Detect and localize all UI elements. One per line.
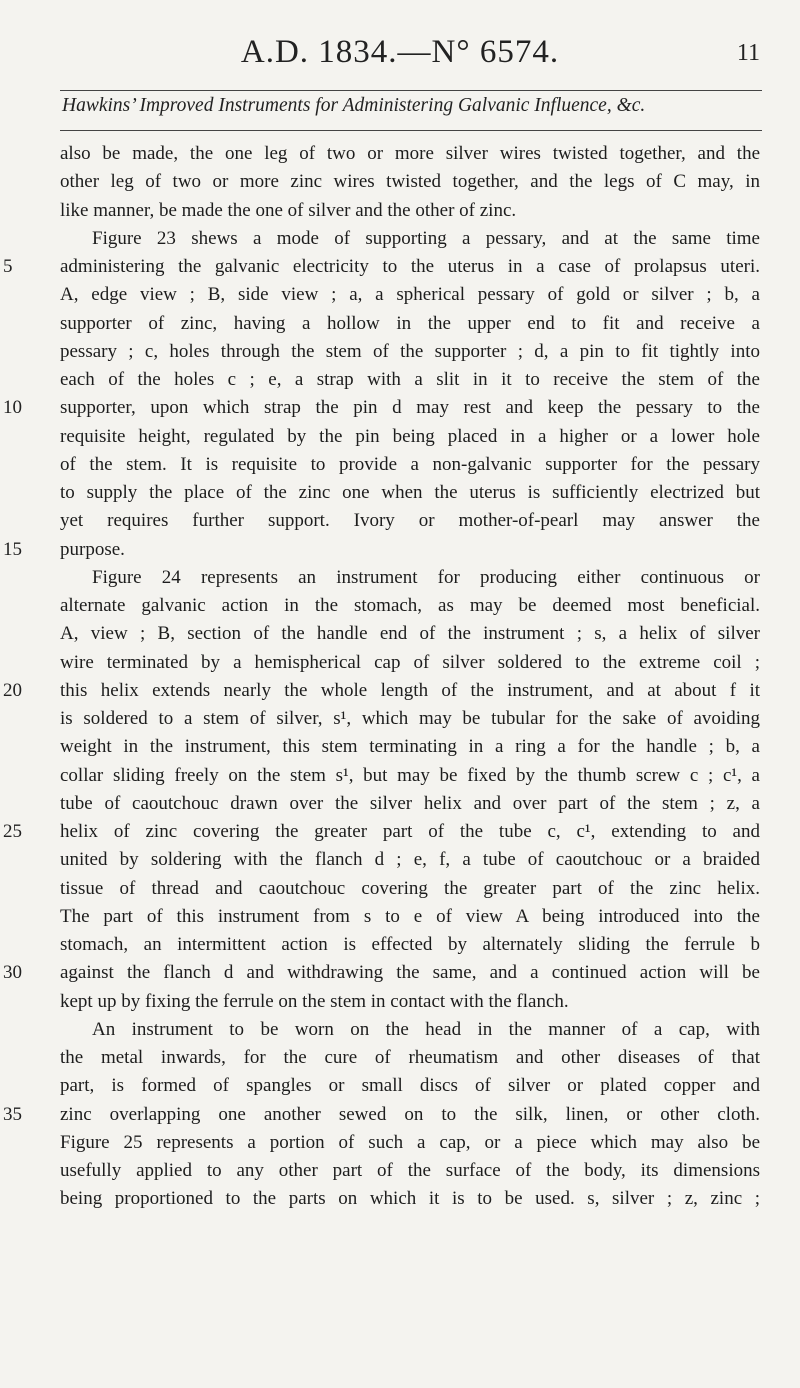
text-line: against the flanch d and withdrawing the same, and a continued action will be bbox=[60, 962, 760, 984]
text-line: Figure 25 represents a portion of such a cap, or a piece which may also be bbox=[60, 1131, 760, 1153]
text-line: united by soldering with the flanch d ; e, f, a tube of caoutchouc or a braided bbox=[60, 849, 760, 871]
text-line-numbered bbox=[3, 677, 760, 705]
text-line: like manner, be made the one of silver and the other of zinc. bbox=[60, 199, 517, 221]
line-number: 20 bbox=[3, 679, 22, 701]
text-line: usefully applied to any other part of the surface of the body, its dimensions bbox=[60, 1160, 760, 1181]
text-line-numbered bbox=[3, 1101, 760, 1129]
text-line: tissue of thread and caoutchouc covering the greater part of the zinc helix. bbox=[60, 877, 760, 899]
text-line: wire terminated by a hemispherical cap of silver soldered to the extreme coil ; bbox=[60, 651, 760, 673]
text-line: helix of zinc covering the greater part of the tube c, c¹, extending to and bbox=[60, 821, 760, 842]
text-line: The part of this instrument from s to e of view A being introduced into the bbox=[60, 905, 760, 927]
text-line: alternate galvanic action in the stomach, as may be deemed most beneficial. bbox=[60, 595, 760, 616]
page-header-title: A.D. 1834.—N° 6574. bbox=[240, 34, 560, 70]
text-line: other leg of two or more zinc wires twisted together, and the legs of C may, in bbox=[60, 171, 760, 193]
text-line: administering the galvanic electricity to the uterus in a case of prolapsus uteri. bbox=[60, 256, 760, 277]
text-line: Figure 23 shews a mode of supporting a pessary, and at the same time bbox=[92, 227, 760, 249]
text-line: pessary ; c, holes through the stem of the supporter ; d, a pin to fit tightly into bbox=[60, 340, 760, 362]
text-line: supporter, upon which strap the pin d may rest and keep the pessary to the bbox=[60, 397, 760, 419]
text-line: An instrument to be worn on the head in the manner of a cap, with bbox=[92, 1018, 760, 1040]
text-line: part, is formed of spangles or small discs of silver or plated copper and bbox=[60, 1075, 760, 1097]
text-line-numbered bbox=[3, 959, 760, 987]
body-text bbox=[3, 140, 760, 1214]
text-line: the metal inwards, for the cure of rheumatism and other diseases of that bbox=[60, 1047, 760, 1068]
text-line-numbered bbox=[3, 536, 760, 564]
text-line: is soldered to a stem of silver, s¹, which may be tubular for the sake of avoiding bbox=[60, 708, 760, 729]
text-line: yet requires further support. Ivory or mother-of-pearl may answer the bbox=[60, 510, 760, 532]
text-line: tube of caoutchouc drawn over the silver helix and over part of the stem ; z, a bbox=[60, 792, 760, 814]
text-line: kept up by fixing the ferrule on the stem in contact with the flanch. bbox=[60, 990, 569, 1012]
text-line: requisite height, regulated by the pin being placed in a higher or a lower hole bbox=[60, 425, 760, 447]
text-line: being proportioned to the parts on which it is to be used. s, silver ; z, zinc ; bbox=[60, 1188, 760, 1210]
text-line-numbered bbox=[3, 818, 760, 846]
text-line: stomach, an intermittent action is effected by alternately sliding the ferrule b bbox=[60, 934, 760, 955]
text-line: supporter of zinc, having a hollow in the upper end to fit and receive a bbox=[60, 312, 760, 334]
line-number: 15 bbox=[3, 538, 22, 560]
text-line: also be made, the one leg of two or more silver wires twisted together, and the bbox=[60, 143, 760, 164]
header-rule-top bbox=[60, 90, 762, 91]
text-line: collar sliding freely on the stem s¹, but may be fixed by the thumb screw c ; c¹, a bbox=[60, 764, 760, 786]
line-number: 25 bbox=[3, 821, 22, 842]
line-number: 30 bbox=[3, 962, 22, 984]
text-line: to supply the place of the zinc one when the uterus is sufficiently electrized but bbox=[60, 482, 760, 503]
text-line: of the stem. It is requisite to provide a non-galvanic supporter for the pessary bbox=[60, 453, 760, 475]
page-number: 11 bbox=[736, 40, 760, 66]
text-line: A, view ; B, section of the handle end of the instrument ; s, a helix of silver bbox=[60, 623, 760, 645]
text-line: Figure 24 represents an instrument for producing either continuous or bbox=[92, 566, 760, 588]
text-line: weight in the instrument, this stem terminating in a ring a for the handle ; b, a bbox=[60, 736, 760, 758]
text-line: A, edge view ; B, side view ; a, a spherical pessary of gold or silver ; b, a bbox=[60, 284, 760, 306]
line-number: 10 bbox=[3, 397, 22, 419]
header-rule-bottom bbox=[60, 130, 762, 131]
line-number: 5 bbox=[3, 256, 13, 277]
text-line: purpose. bbox=[60, 538, 125, 560]
text-line-numbered bbox=[3, 394, 760, 422]
running-head: Hawkins’ Improved Instruments for Administering Galvanic Influence, &c. bbox=[62, 95, 646, 116]
text-line: this helix extends nearly the whole length of the instrument, and at about f it bbox=[60, 679, 760, 701]
text-line: each of the holes c ; e, a strap with a slit in it to receive the stem of the bbox=[60, 369, 760, 390]
text-line: zinc overlapping one another sewed on to the silk, linen, or other cloth. bbox=[60, 1103, 760, 1125]
line-number: 35 bbox=[3, 1103, 22, 1125]
text-line-numbered bbox=[3, 253, 760, 281]
